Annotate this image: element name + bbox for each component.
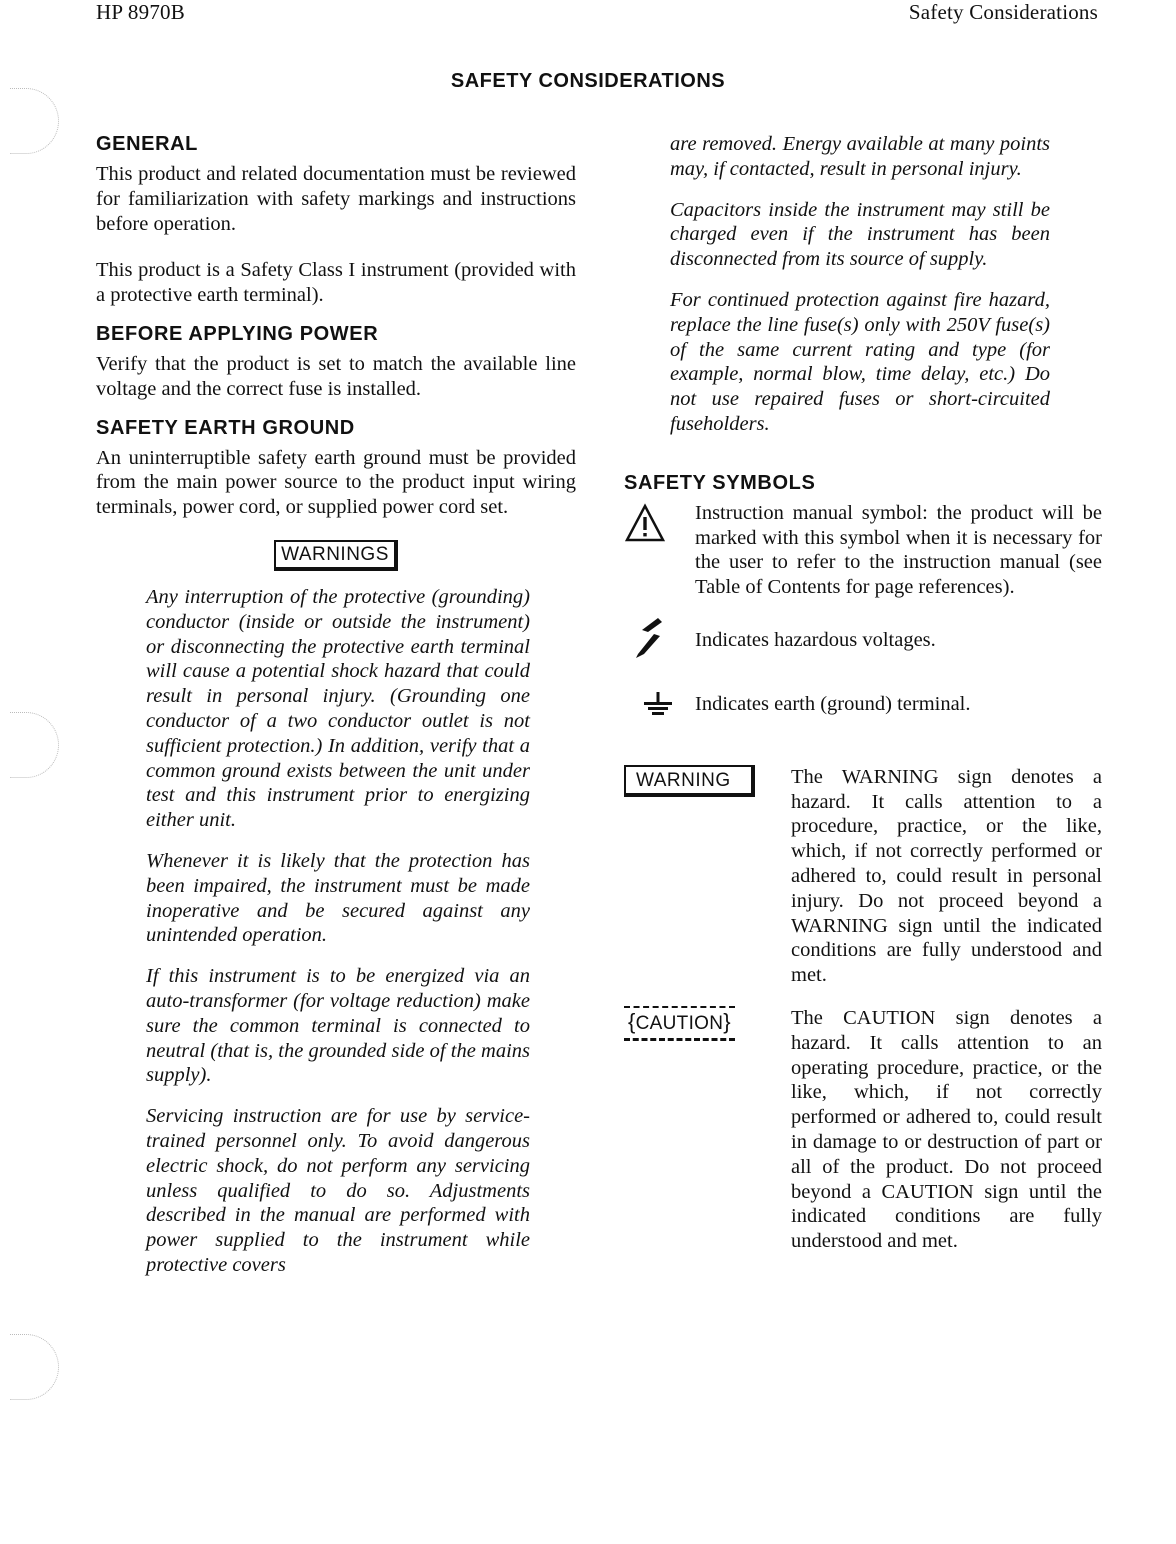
warnings-label-box: WARNINGS [274, 540, 398, 571]
warnings-block [146, 585, 530, 1278]
symbol-item-instruction-manual [624, 501, 1102, 600]
caution-label-box [624, 1006, 735, 1041]
warning-paragraph-servicing: Servicing instruction are for use by service-trained personnel only. To avoid dangerous electric shock, do not perform any servicing unless qualified to do so. Adjustments described in the manual are performed with power supplied to the instrument while protective covers [146, 1105, 530, 1276]
symbol-text-earth-ground: Indicates earth (ground) terminal. [695, 692, 971, 715]
symbol-text-instruction-manual: Instruction manual symbol: the product will be marked with this symbol when it is necessary for the user to refer to the instruction manual (see Table of Contents for page references). [695, 501, 1102, 599]
warning-paragraph-impaired: Whenever it is likely that the protection has been impaired, the instrument must be made inoperative and be secured against any unintended operation. [146, 849, 530, 947]
warning-label-box: WARNING [624, 765, 755, 797]
punch-hole-mark [10, 712, 59, 778]
warning-paragraph-covers-removed: are removed. Energy available at many points may, if contacted, result in personal injury. [670, 133, 1050, 180]
symbol-item-earth-ground [624, 692, 1102, 717]
section-heading-general: GENERAL [96, 133, 198, 155]
earth-ground-icon [640, 692, 676, 723]
warning-paragraph-fuses: For continued protection against fire hazard, replace the line fuse(s) only with 250V fuse(s) of the same current rating and type (for example, normal blow, time delay, etc.) Do not use repaired fuses or short-circuited fuseholders. [670, 288, 1050, 435]
section-heading-safety-symbols: SAFETY SYMBOLS [624, 471, 816, 494]
caution-right-brace: } [723, 1008, 731, 1034]
section-heading-before-applying-power: BEFORE APPLYING POWER [96, 322, 379, 345]
running-header-section: Safety Considerations [908, 0, 1098, 24]
page-title: SAFETY CONSIDERATIONS [450, 70, 726, 92]
caution-label: CAUTION [635, 1012, 724, 1034]
right-column [624, 132, 1102, 1254]
symbol-text-hazardous-voltage: Indicates hazardous voltages. [695, 628, 936, 651]
before-applying-power-paragraph: Verify that the product is set to match the available line voltage and the correct fuse is installed. [96, 352, 576, 400]
punch-hole-mark [10, 88, 59, 154]
symbol-item-hazardous-voltage [624, 622, 1102, 666]
sign-text-caution: The CAUTION sign denotes a hazard. It calls attention to an operating procedure, practice, or the like, which, if not correctly performed or adhered to, could result in damage to or destruction of part or all of the product. Do not proceed beyond a CAUTION sign until the indicated conditions are fully understood and met. [791, 1006, 1102, 1253]
general-paragraph-1: This product and related documentation must be reviewed for familiarization with safety markings and instructions before operation. [96, 163, 576, 235]
running-header-model: HP 8970B [96, 0, 185, 24]
punch-hole-mark [10, 1334, 59, 1400]
left-column [96, 132, 576, 1294]
section-heading-safety-earth-ground: SAFETY EARTH GROUND [96, 416, 355, 439]
instruction-manual-triangle-icon [624, 503, 666, 548]
warning-paragraph-autotransformer: If this instrument is to be energized via an auto-transformer (for voltage reduction) make sure the common terminal is connected to neutral (that is, the grounded side of the mains supply). [146, 965, 530, 1087]
safety-earth-ground-paragraph: An uninterruptible safety earth ground must be provided from the main power source to the product input wiring terminals, power cord, or supplied power cord set. [96, 446, 576, 519]
sign-text-warning: The WARNING sign denotes a hazard. It calls attention to a procedure, practice, or the like, which, if not correctly performed or adhered to, could result in personal injury. Do not proceed beyond a WARNING sign until the indicated conditions are fully understood and met. [791, 765, 1102, 987]
warnings-continued-block [670, 132, 1050, 437]
warning-paragraph-grounding: Any interruption of the protective (grounding) conductor (inside or outside the instrument) or disconnecting the protective earth terminal will cause a potential shock hazard that could result in personal injury. (Grounding one conductor of a two conductor outlet is not sufficient protection.) In addition, verify that a common ground exists between the unit under test and this instrument prior to energizing either unit. [146, 585, 530, 832]
sign-item-caution [624, 1006, 1102, 1254]
sign-item-warning [624, 765, 1102, 988]
warning-paragraph-capacitors: Capacitors inside the instrument may still be charged even if the instrument has been disconnected from its source of supply. [670, 198, 1050, 271]
hazardous-voltage-lightning-icon [634, 616, 666, 665]
caution-left-brace: { [628, 1008, 636, 1034]
general-paragraph-2: This product is a Safety Class I instrument (provided with a protective earth terminal). [96, 259, 576, 307]
